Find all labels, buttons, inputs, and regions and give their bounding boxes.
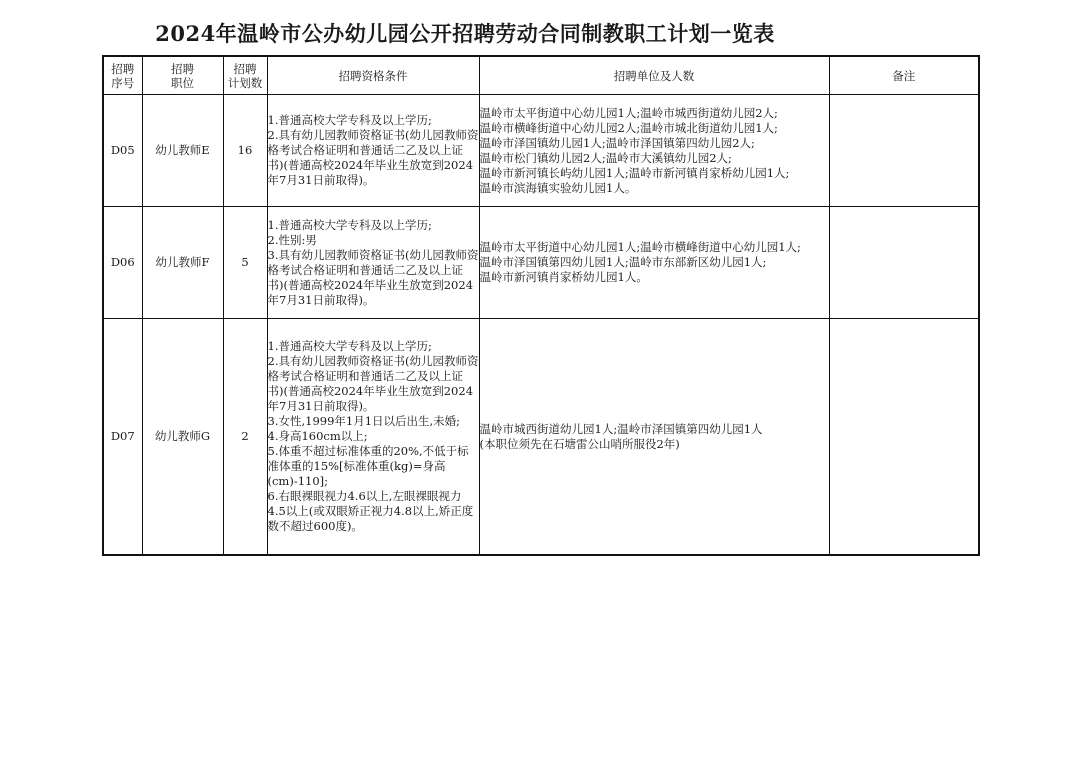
cell-seq: D05 [103, 95, 142, 207]
cell-remarks [829, 319, 979, 556]
cell-count: 2 [223, 319, 267, 556]
cell-position: 幼儿教师E [142, 95, 223, 207]
cell-remarks [829, 95, 979, 207]
cell-seq: D07 [103, 319, 142, 556]
cell-remarks [829, 207, 979, 319]
header-position: 招聘 职位 [142, 56, 223, 95]
header-requirements: 招聘资格条件 [267, 56, 479, 95]
cell-units: 温岭市太平街道中心幼儿园1人;温岭市城西街道幼儿园2人; 温岭市横峰街道中心幼儿园2人;温岭市城北街道幼儿园1人; 温岭市泽国镇幼儿园1人;温岭市泽国镇第四幼儿园2人; 温岭市松门镇幼儿园2人;温岭市大溪镇幼儿园2人; 温岭市新河镇长屿幼儿园1人;温岭市新河镇肖家桥幼儿园1人; 温岭市滨海镇实验幼儿园1人。 [479, 95, 829, 207]
table-row [103, 319, 979, 556]
page-title: 2024年温岭市公办幼儿园公开招聘劳动合同制教职工计划一览表 [155, 21, 775, 46]
cell-requirements: 1.普通高校大学专科及以上学历; 2.具有幼儿园教师资格证书(幼儿园教师资格考试合格证明和普通话二乙及以上证书)(普通高校2024年毕业生放宽到2024年7月31日前取得)。 [267, 95, 479, 207]
cell-requirements: 1.普通高校大学专科及以上学历; 2.具有幼儿园教师资格证书(幼儿园教师资格考试合格证明和普通话二乙及以上证书)(普通高校2024年毕业生放宽到2024年7月31日前取得)。 3.女性,1999年1月1日以后出生,未婚; 4.身高160cm以上; 5.体重不超过标准体重的20%,不低于标准体重的15%[标准体重(kg)=身高(cm)-110]; 6.右眼裸眼视力4.6以上,左眼裸眼视力4.5以上(或双眼矫正视力4.8以上,矫正度数不超过600度)。 [267, 319, 479, 556]
recruitment-plan-table [102, 55, 980, 556]
header-seq: 招聘 序号 [103, 56, 142, 95]
cell-requirements: 1.普通高校大学专科及以上学历; 2.性别:男 3.具有幼儿园教师资格证书(幼儿园教师资格考试合格证明和普通话二乙及以上证书)(普通高校2024年毕业生放宽到2024年7月31日前取得)。 [267, 207, 479, 319]
cell-count: 5 [223, 207, 267, 319]
table-row [103, 207, 979, 319]
cell-units: 温岭市太平街道中心幼儿园1人;温岭市横峰街道中心幼儿园1人; 温岭市泽国镇第四幼儿园1人;温岭市东部新区幼儿园1人; 温岭市新河镇肖家桥幼儿园1人。 [479, 207, 829, 319]
cell-position: 幼儿教师G [142, 319, 223, 556]
cell-units: 温岭市城西街道幼儿园1人;温岭市泽国镇第四幼儿园1人 (本职位须先在石塘雷公山哨所服役2年) [479, 319, 829, 556]
header-count: 招聘 计划数 [223, 56, 267, 95]
cell-position: 幼儿教师F [142, 207, 223, 319]
header-remarks: 备注 [829, 56, 979, 95]
header-units: 招聘单位及人数 [479, 56, 829, 95]
table-header-row [103, 56, 979, 95]
table-row [103, 95, 979, 207]
cell-seq: D06 [103, 207, 142, 319]
cell-count: 16 [223, 95, 267, 207]
